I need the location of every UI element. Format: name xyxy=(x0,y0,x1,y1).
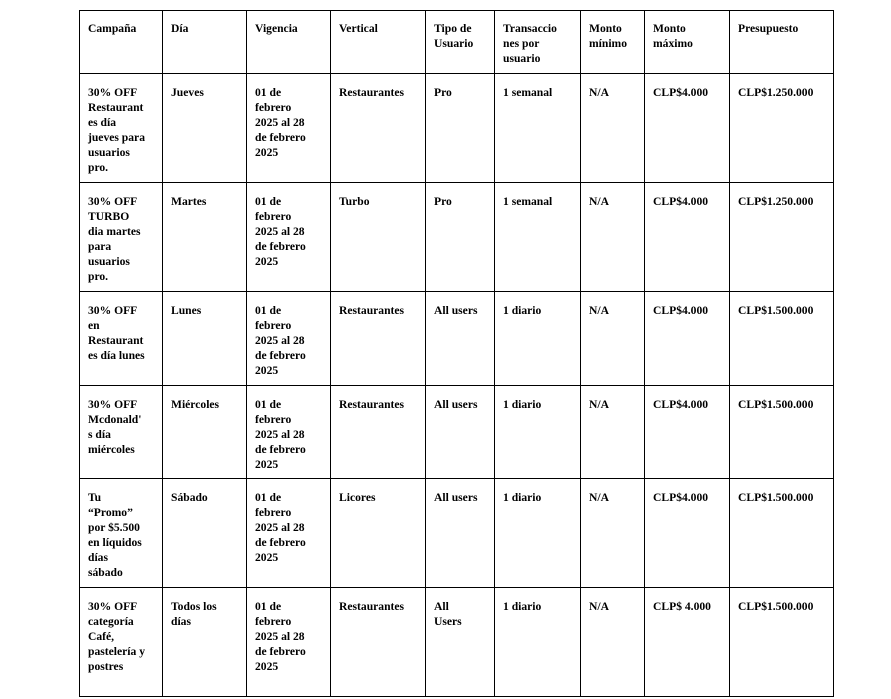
user-type-cell: All users xyxy=(426,386,495,479)
max-amount-cell: CLP$4.000 xyxy=(645,74,730,183)
vertical-cell: Licores xyxy=(331,479,426,588)
campaign-cell: 30% OFF TURBO dia martes para usuarios pro. xyxy=(80,183,163,292)
validity-cell: 01 de febrero 2025 al 28 de febrero 2025 xyxy=(247,292,331,386)
user-type-cell: Pro xyxy=(426,74,495,183)
validity-cell: 01 de febrero 2025 al 28 de febrero 2025 xyxy=(247,183,331,292)
table-row xyxy=(80,386,834,479)
header-user-type: Tipo de Usuario xyxy=(426,11,495,74)
user-type-cell: All Users xyxy=(426,588,495,697)
header-campaign: Campaña xyxy=(80,11,163,74)
vertical-cell: Restaurantes xyxy=(331,386,426,479)
user-type-cell: Pro xyxy=(426,183,495,292)
vertical-cell: Turbo xyxy=(331,183,426,292)
user-type-cell: All users xyxy=(426,292,495,386)
vertical-cell: Restaurantes xyxy=(331,292,426,386)
validity-cell: 01 de febrero 2025 al 28 de febrero 2025 xyxy=(247,479,331,588)
budget-cell: CLP$1.250.000 xyxy=(730,74,834,183)
budget-cell: CLP$1.250.000 xyxy=(730,183,834,292)
table-row xyxy=(80,292,834,386)
campaign-cell: 30% OFF en Restaurant es día lunes xyxy=(80,292,163,386)
header-validity: Vigencia xyxy=(247,11,331,74)
campaign-cell: Tu “Promo” por $5.500 en líquidos días sábado xyxy=(80,479,163,588)
validity-cell: 01 de febrero 2025 al 28 de febrero 2025 xyxy=(247,74,331,183)
header-day: Día xyxy=(163,11,247,74)
day-cell: Miércoles xyxy=(163,386,247,479)
transactions-cell: 1 diario xyxy=(495,292,581,386)
min-amount-cell: N/A xyxy=(581,74,645,183)
min-amount-cell: N/A xyxy=(581,588,645,697)
header-min-amount: Monto mínimo xyxy=(581,11,645,74)
vertical-cell: Restaurantes xyxy=(331,74,426,183)
day-cell: Jueves xyxy=(163,74,247,183)
validity-cell: 01 de febrero 2025 al 28 de febrero 2025 xyxy=(247,588,331,697)
vertical-cell: Restaurantes xyxy=(331,588,426,697)
table-row xyxy=(80,183,834,292)
transactions-cell: 1 diario xyxy=(495,386,581,479)
max-amount-cell: CLP$4.000 xyxy=(645,183,730,292)
campaign-cell: 30% OFF categoría Café, pastelería y postres xyxy=(80,588,163,697)
table-row xyxy=(80,74,834,183)
day-cell: Sábado xyxy=(163,479,247,588)
max-amount-cell: CLP$4.000 xyxy=(645,386,730,479)
day-cell: Todos los días xyxy=(163,588,247,697)
min-amount-cell: N/A xyxy=(581,386,645,479)
header-vertical: Vertical xyxy=(331,11,426,74)
min-amount-cell: N/A xyxy=(581,479,645,588)
budget-cell: CLP$1.500.000 xyxy=(730,386,834,479)
table-row xyxy=(80,479,834,588)
max-amount-cell: CLP$4.000 xyxy=(645,292,730,386)
min-amount-cell: N/A xyxy=(581,292,645,386)
transactions-cell: 1 semanal xyxy=(495,74,581,183)
table-header-row xyxy=(80,11,834,74)
campaign-cell: 30% OFF Restaurant es día jueves para usuarios pro. xyxy=(80,74,163,183)
user-type-cell: All users xyxy=(426,479,495,588)
header-budget: Presupuesto xyxy=(730,11,834,74)
header-transactions: Transaccio nes por usuario xyxy=(495,11,581,74)
max-amount-cell: CLP$ 4.000 xyxy=(645,588,730,697)
header-max-amount: Monto máximo xyxy=(645,11,730,74)
transactions-cell: 1 diario xyxy=(495,479,581,588)
day-cell: Lunes xyxy=(163,292,247,386)
transactions-cell: 1 diario xyxy=(495,588,581,697)
day-cell: Martes xyxy=(163,183,247,292)
transactions-cell: 1 semanal xyxy=(495,183,581,292)
table-row xyxy=(80,588,834,697)
budget-cell: CLP$1.500.000 xyxy=(730,292,834,386)
min-amount-cell: N/A xyxy=(581,183,645,292)
campaigns-table xyxy=(79,10,834,697)
budget-cell: CLP$1.500.000 xyxy=(730,588,834,697)
budget-cell: CLP$1.500.000 xyxy=(730,479,834,588)
validity-cell: 01 de febrero 2025 al 28 de febrero 2025 xyxy=(247,386,331,479)
campaign-cell: 30% OFF Mcdonald' s día miércoles xyxy=(80,386,163,479)
max-amount-cell: CLP$4.000 xyxy=(645,479,730,588)
